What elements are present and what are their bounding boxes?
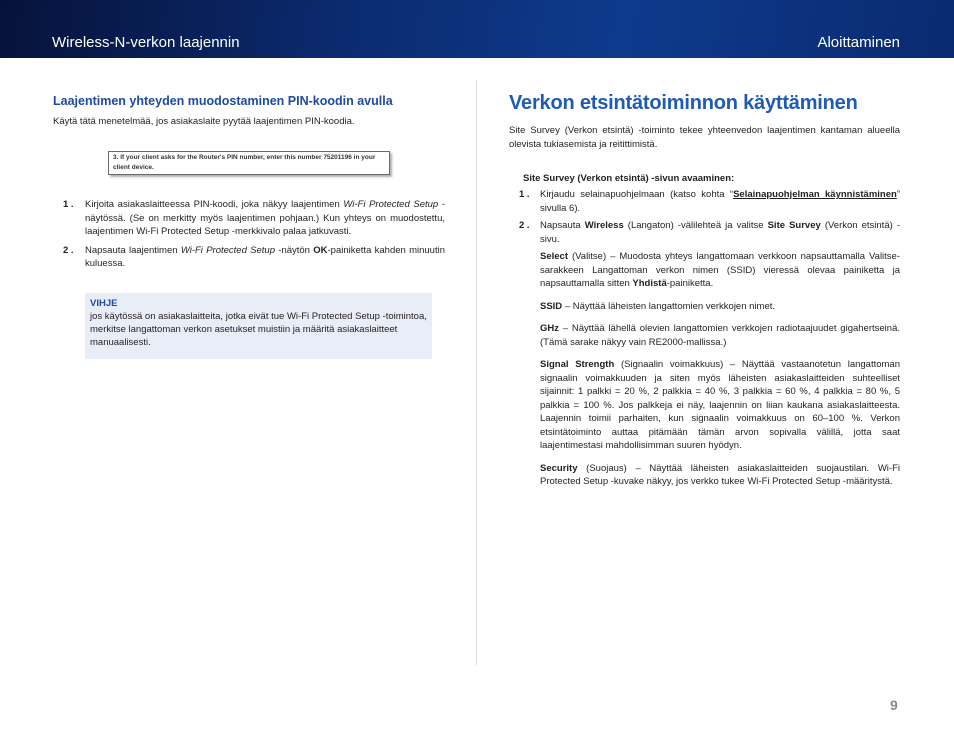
column-divider <box>476 80 477 665</box>
tip-box <box>85 293 432 359</box>
field-description-security: Security (Suojaus) – Näyttää läheisten asiakaslaitteiden suojaustilan. Wi-Fi Protected Setup -kuvake näkyy, jos verkko tukee Wi-Fi Protected Setup -määritystä. <box>540 462 900 487</box>
pin-section-heading: Laajentimen yhteyden muodostaminen PIN-koodin avulla <box>53 94 393 108</box>
tip-text: jos käytössä on asiakaslaitteita, jotka eivät tue Wi-Fi Protected Setup -toimintoa, merkitse langattoman verkon asetukset muistiin ja määritä asiakaslaitteet manuaalisesti. <box>90 311 427 348</box>
browser-utility-link[interactable]: Selainapuohjelman käynnistäminen <box>733 189 897 200</box>
field-description-select: Select (Valitse) – Muodosta yhteys langattomaan verkkoon napsauttamalla Valitse-sarakkeen Langattoman verkon nimen (SSID) vieressä olevaa painiketta ja napsauttamalla sitten Yhdistä-painiketta. <box>540 251 900 289</box>
chapter-title: Aloittaminen <box>817 34 900 51</box>
pin-screenshot <box>108 151 390 175</box>
page-number: 9 <box>890 697 898 713</box>
page-header <box>0 0 954 58</box>
step-number: 1 . <box>519 189 530 200</box>
step-number: 2 . <box>519 220 530 231</box>
document-title: Wireless-N-verkon laajennin <box>52 34 240 51</box>
right-column <box>509 92 900 489</box>
pin-screenshot-text: 3. If your client asks for the Router's PIN number, enter this number 75201196 in your client device. <box>113 154 376 171</box>
list-item: 2 . Napsauta laajentimen Wi-Fi Protected Setup -näytön OK-painiketta kahden minuutin kuluessa. <box>63 244 446 269</box>
site-survey-subheading: Site Survey (Verkon etsintä) -sivun avaaminen: <box>523 173 735 184</box>
tip-title: VIHJE <box>90 298 118 309</box>
field-description-ghz: GHz – Näyttää lähellä olevien langattomien verkkojen radiotaajuudet gigahertseinä. (Tämä sarake näkyy vain RE2000-mallissa.) <box>540 323 900 348</box>
site-survey-intro: Site Survey (Verkon etsintä) -toiminto tekee yhteenvedon laajentimen kantaman alueella olevista tukiasemista ja reitittimistä. <box>509 125 900 150</box>
step-number: 2 . <box>63 244 74 256</box>
field-description-ssid: SSID – Näyttää läheisten langattomien verkkojen nimet. <box>540 300 776 312</box>
pin-steps-list <box>53 198 445 276</box>
left-column <box>53 94 445 129</box>
page-title: Verkon etsintätoiminnon käyttäminen <box>509 92 858 114</box>
step-number: 1 . <box>63 199 74 210</box>
list-item: 1 . Kirjoita asiakaslaitteessa PIN-koodi, joka näkyy laajentimen Wi-Fi Protected Setup -näytössä. (Se on merkitty myös laajentimen pohjaan.) Kun yhteys on muodostettu, laajentimen Wi-Fi Protected Setup -merkkivalo palaa jatkuvasti. <box>63 199 445 237</box>
pin-section-intro: Käytä tätä menetelmää, jos asiakaslaite pyytää laajentimen PIN-koodia. <box>53 116 355 127</box>
list-item: 1 . Kirjaudu selainapuohjelmaan (katso kohta “Selainapuohjelman käynnistäminen” sivulla 6). <box>519 189 900 214</box>
field-description-signal-strength: Signal Strength (Signaalin voimakkuus) – Näyttää vastaanotetun langattoman signaalin voimakkuuden ja siten myös läheisten asiakaslaitteiden suhteelliset sijainnit: 1 palkki = 20 %, 2 palkkia = 40 %, 3 palkkia = 60 %, 4 palkkia = 80 %, 5 palkkia = 100 %. Jos palkkeja ei näy, laajennin on liian kaukana asiakaslaitteesta. Laajennin toimii parhaiten, kun signaalin voimakkuus on 60–100 %. Verkon etsintätoiminto auttaa pitämään tämän arvon sopivalla välillä, jotta saat laajentimestasi mahdollisimman suuren hyödyn. <box>540 359 901 451</box>
list-item: 2 . Napsauta Wireless (Langaton) -välilehteä ja valitse Site Survey (Verkon etsintä) -sivu. <box>519 220 900 245</box>
